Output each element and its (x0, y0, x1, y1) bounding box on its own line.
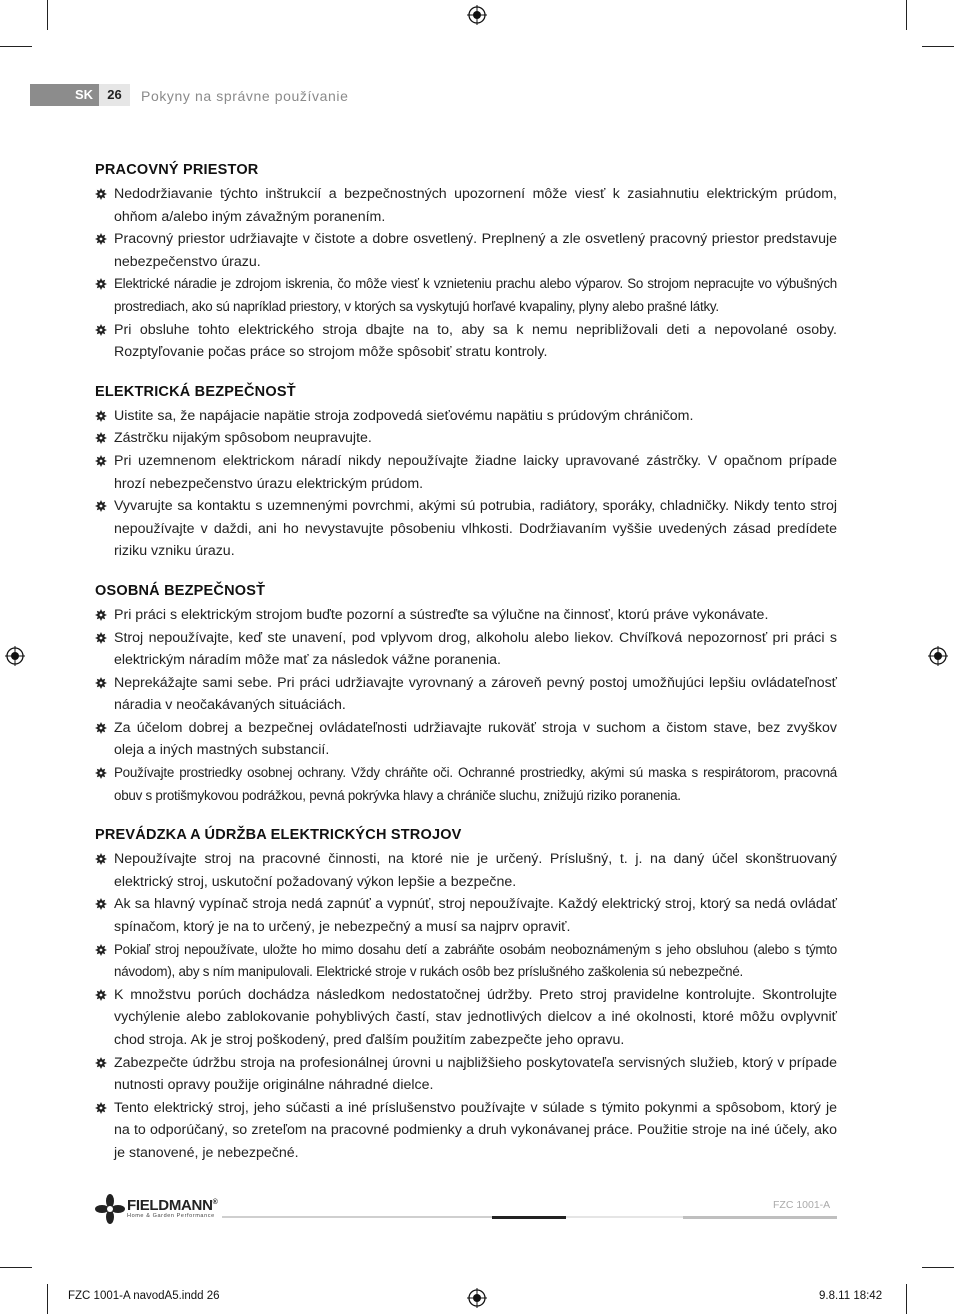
page-title: Pokyny na správne používanie (141, 88, 349, 104)
section-title: PRACOVNÝ PRIESTOR (95, 162, 259, 178)
list-item-text: Stroj nepoužívajte, keď ste unavení, pod vplyvom drog, alkoholu alebo liekov. Chvíľková nepozornosť pri práci s elektrickým náradím môže mať za následok vážne poranenia. (114, 629, 837, 669)
gear-bullet-icon (95, 410, 107, 422)
brand-name: FIELDMANN® (127, 1197, 218, 1214)
gear-bullet-icon (95, 188, 107, 200)
gear-bullet-icon (95, 609, 107, 621)
brand-tagline: Home & Garden Performance (127, 1213, 215, 1219)
footer-rule (492, 1216, 566, 1219)
crop-mark (922, 46, 954, 47)
footer-rule (683, 1216, 837, 1219)
list-item-text: Pokiaľ stroj nepoužívate, uložte ho mimo dosahu detí a zabráňte osobám neoboznámeným s jeho obsluhou (alebo s týmto návodom), aby s ním manipulovali. Elektrické stroje v rukách osôb bez príslušného zaškolenia sú nebezpečné. (114, 941, 837, 980)
list-item-text: K množstvu porúch dochádza následkom nedostatočnej údržby. Preto stroj pravidelne kontrolujte. Skontrolujte vychýlenie alebo zablokovanie pohyblivých častí, stav jednotlivých dielcov a iné okolnosti, ktoré môžu ovplyvniť chod stroja. Ak je stroj poškodený, pred ďalším použitím zabezpečte jeho opravu. (114, 986, 837, 1048)
list-item-text: Elektrické náradie je zdrojom iskrenia, čo môže viesť k vznieteniu prachu alebo výparov. So strojom nepracujte vo výbušných prostrediach, ako sú napríklad priestory, v ktorých sa vyskytujú horľavé kvapaliny, plyny alebo prašné látky. (114, 276, 837, 314)
section-workspace (95, 160, 837, 364)
list-item-text: Zástrčku nijakým spôsobom neupravujte. (114, 430, 372, 447)
list-item (95, 427, 837, 450)
list-item (95, 984, 837, 1052)
gear-bullet-icon (95, 944, 107, 956)
list-item-text: Tento elektrický stroj, jeho súčasti a iné príslušenstvo používajte v súlade s týmito pokynmi a spôsobom, ktorý je na to odporúčaný, so zreteľom na pracovné podmienky a druh vykonávanej práce. Použitie stroje na iné účely, ako je stanovené, je nebezpečné. (114, 1099, 837, 1161)
crop-mark (906, 1284, 907, 1314)
list-item (95, 672, 837, 717)
gear-bullet-icon (95, 989, 107, 1001)
gear-bullet-icon (95, 632, 107, 644)
gear-bullet-icon (95, 455, 107, 467)
list-item (95, 183, 837, 228)
gear-bullet-icon (95, 767, 107, 779)
gear-bullet-icon (95, 278, 107, 290)
crop-mark (906, 0, 907, 30)
section-title: OSOBNÁ BEZPEČNOSŤ (95, 582, 266, 599)
section-personal-safety (95, 581, 837, 807)
crop-mark (922, 1267, 954, 1268)
crop-mark (47, 0, 48, 30)
gear-bullet-icon (95, 853, 107, 865)
list-item (95, 627, 837, 672)
list-item (95, 762, 837, 807)
list-item (95, 604, 837, 627)
gear-bullet-icon (95, 500, 107, 512)
footer-rule (566, 1216, 683, 1218)
list-item (95, 228, 837, 273)
list-item (95, 1052, 837, 1097)
registration-mark-icon (5, 646, 25, 666)
print-slug-date: 9.8.11 18:42 (819, 1290, 883, 1302)
list-item (95, 939, 837, 984)
list-item (95, 848, 837, 893)
gear-bullet-icon (95, 898, 107, 910)
list-item-text: Nepoužívajte stroj na pracovné činnosti, na ktoré nie je určený. Príslušný, t. j. na daný účel skonštruovaný elektrický stroj, uskutoční požadovaný výkon lepšie a bezpečne. (114, 851, 837, 890)
gear-bullet-icon (95, 677, 107, 689)
gear-bullet-icon (95, 1102, 107, 1114)
page-number: 26 (99, 84, 130, 106)
footer-rule (222, 1216, 492, 1218)
model-number: FZC 1001-A (773, 1199, 831, 1211)
section-title: PREVÁDZKA A ÚDRŽBA ELEKTRICKÝCH STROJOV (95, 827, 462, 844)
crop-mark (0, 1267, 32, 1268)
gear-bullet-icon (95, 324, 107, 336)
print-slug-file: FZC 1001-A navodA5.indd 26 (68, 1290, 220, 1302)
list-item (95, 273, 837, 318)
list-item-text: Pracovný priestor udržiavajte v čistote a dobre osvetlený. Preplnený a zle osvetlený pracovný priestor predstavuje nebezpečenstvo úrazu. (114, 231, 837, 270)
list-item (95, 893, 837, 938)
list-item-text: Nedodržiavanie týchto inštrukcií a bezpečnostných upozornení môže viesť k zasiahnutiu elektrickým prúdom, ohňom a/alebo iným závažným poranením. (114, 186, 837, 225)
list-item-text: Vyvarujte sa kontaktu s uzemnenými povrchmi, akými sú potrubia, radiátory, sporáky, chladničky. Nikdy tento stroj nepoužívajte v daždi, ani ho nevystavujte pôsobeniu vlhkosti. Dodržiavaním vyššie uvedených zásad predídete riziku vzniku úrazu. (114, 498, 837, 560)
list-item-text: Pri obsluhe tohto elektrického stroja dbajte na to, aby sa k nemu nepribližovali deti a nepovolané osoby. Rozptyľovanie počas práce so strojom môže spôsobiť stratu kontroly. (114, 321, 837, 361)
language-code: SK (74, 87, 94, 102)
list-item (95, 405, 837, 428)
list-item-text: Používajte prostriedky osobnej ochrany. Vždy chráňte oči. Ochranné prostriedky, akými sú maska s respirátorom, pracovná obuv s protišmykovou podrážkou, pevná pokrývka hlavy a chrániče sluchu, znižujú riziko poranenia. (114, 765, 837, 803)
list-item-text: Pri práci s elektrickým strojom buďte pozorní a sústreďte sa výlučne na činnosť, ktorú práve vykonávate. (114, 606, 769, 623)
gear-bullet-icon (95, 432, 107, 444)
gear-bullet-icon (95, 233, 107, 245)
list-item (95, 495, 837, 563)
list-item-text: Neprekážajte sami sebe. Pri práci udržiavajte vyrovnaný a zároveň pevný postoj umožňujúci lepšiu ovládateľnosť náradia v neočakávaných situáciách. (114, 674, 837, 714)
list-item (95, 717, 837, 762)
section-operation-maintenance (95, 825, 837, 1164)
main-content (95, 160, 837, 1183)
list-item-text: Zabezpečte údržbu stroja na profesionálnej úrovni u najbližšieho poskytovateľa servisných služieb, ktorý v prípade nutnosti opravy použije originálne náhradné dielce. (114, 1054, 837, 1094)
list-item-text: Pri uzemnenom elektrickom náradí nikdy nepoužívajte žiadne laicky upravované zástrčky. V opačnom prípade hrozí nebezpečenstvo úrazu elektrickým prúdom. (114, 452, 837, 492)
list-item-text: Za účelom dobrej a bezpečnej ovládateľnosti udržiavajte rukoväť stroja v suchom a čistom stave, bez zvyškov oleja a iných mastných substancií. (114, 719, 837, 759)
section-title: ELEKTRICKÁ BEZPEČNOSŤ (95, 383, 296, 400)
crop-mark (47, 1284, 48, 1314)
registration-mark-icon (467, 5, 487, 25)
list-item-text: Uistite sa, že napájacie napätie stroja zodpovedá sieťovému napätiu s prúdovým chráničom. (114, 407, 694, 424)
list-item (95, 319, 837, 364)
registration-mark-icon (928, 646, 948, 666)
crop-mark (0, 46, 32, 47)
list-item (95, 450, 837, 495)
gear-bullet-icon (95, 722, 107, 734)
list-item (95, 1097, 837, 1165)
gear-bullet-icon (95, 1057, 107, 1069)
section-electrical-safety (95, 382, 837, 563)
registration-mark-icon (467, 1288, 487, 1308)
fieldmann-fan-logo-icon (95, 1194, 125, 1224)
list-item-text: Ak sa hlavný vypínač stroja nedá zapnúť a vypnúť, stroj nepoužívajte. Každý elektrický stroj, ktorý sa nedá ovládať spínačom, ktorý je na to určený, je nebezpečný a musí sa najprv opraviť. (114, 896, 837, 936)
